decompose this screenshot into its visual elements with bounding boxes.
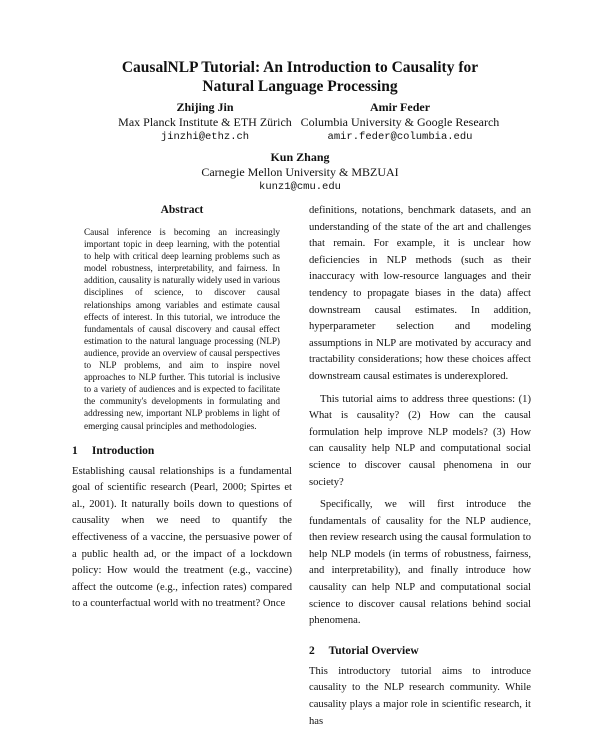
author-affiliation: Carnegie Mellon University & MBZUAI [201, 165, 399, 179]
abstract-text: Causal inference is becoming an increasingly important topic in deep learning, with the potential to help with critical deep learning problems such as model robustness, interpretability, and fairness. In addition, causality is naturally widely used in various disciplines of science, to discover causal relationships among variables and estimate causal effects of interest. In this tutorial, we introduce the fundamentals of causal discovery and causal effect estimation to the natural language processing (NLP) audience, provide an overview of causal perspectives to NLP problems, and aim to inspire novel approaches to NLP further. This tutorial is inclusive to a variety of audiences and is expected to facilitate the community's developments in formulating and addressing new, important NLP problems in light of emerging causal principles and methodologies. [84, 227, 280, 431]
body-paragraph: Specifically, we will first introduce the fundamentals of causality for the NLP audience, then review research using the causal formulation to help NLP models (in terms of robustness, fairness, and interpretability), and finally introduce how causality can help NLP and computational social science to discover causal relations behind social phenomena. [309, 499, 531, 627]
author-name: Zhijing Jin [176, 100, 234, 114]
overview-paragraph: This introductory tutorial aims to introduce causality to the NLP research community. While causality plays a major role in scientific research, it has [309, 665, 531, 727]
title-line-1: CausalNLP Tutorial: An Introduction to Causality for [121, 59, 479, 76]
author-block-2 [295, 100, 505, 145]
section-heading-introduction [72, 444, 292, 458]
introduction-paragraph: Establishing causal relationships is a fundamental goal of scientific research (Pearl, 2000; Spirtes et al., 2001). It naturally boils down to questions of causality when we need to quantify the effectiveness of a vaccine, the persuasive power of a public health ad, or the impact of a lockdown policy: How would the treatment (e.g., vaccine) affect the outcome (e.g., infection rates) compared to a counterfactual world with no treatment? Once [72, 465, 292, 610]
right-column [309, 203, 531, 730]
author-email: jinzhi@ethz.ch [160, 131, 250, 143]
body-paragraph: This tutorial aims to address three questions: (1) What is causality? (2) How can the causal formulation help improve NLP models? (3) How can causality help NLP and computational social science to discover causal phenomena in our society? [309, 393, 531, 488]
section-title: Introduction [91, 444, 155, 457]
section-number: 1 [72, 444, 78, 457]
author-block-1 [110, 100, 300, 145]
author-email: amir.feder@columbia.edu [327, 131, 473, 143]
author-block-3 [175, 150, 425, 195]
section-heading-tutorial-overview [309, 644, 531, 658]
author-name: Amir Feder [369, 100, 431, 114]
abstract-heading: Abstract [160, 204, 204, 216]
section-number: 2 [309, 644, 315, 657]
author-name: Kun Zhang [270, 150, 330, 164]
author-affiliation: Columbia University & Google Research [300, 115, 500, 129]
body-paragraph: definitions, notations, benchmark datasets, and an understanding of the state of the art and challenges that remain. For example, it is unclear how deficiencies in NLP methods (such as their inaccuracy with low-resource languages and their tendency to propagate biases in the data) affect downstream causal estimates. In addition, hyperparameter selection and modeling assumptions in NLP are motivated by accuracy and tractability considerations; how these choices affect downstream causal estimates is underexplored. [309, 205, 531, 382]
title-line-2: Natural Language Processing [202, 78, 398, 95]
left-column [72, 203, 292, 613]
author-email: kunz1@cmu.edu [259, 181, 341, 193]
paper-title [60, 58, 540, 96]
author-affiliation: Max Planck Institute & ETH Zürich [118, 115, 292, 129]
section-title: Tutorial Overview [328, 644, 419, 657]
